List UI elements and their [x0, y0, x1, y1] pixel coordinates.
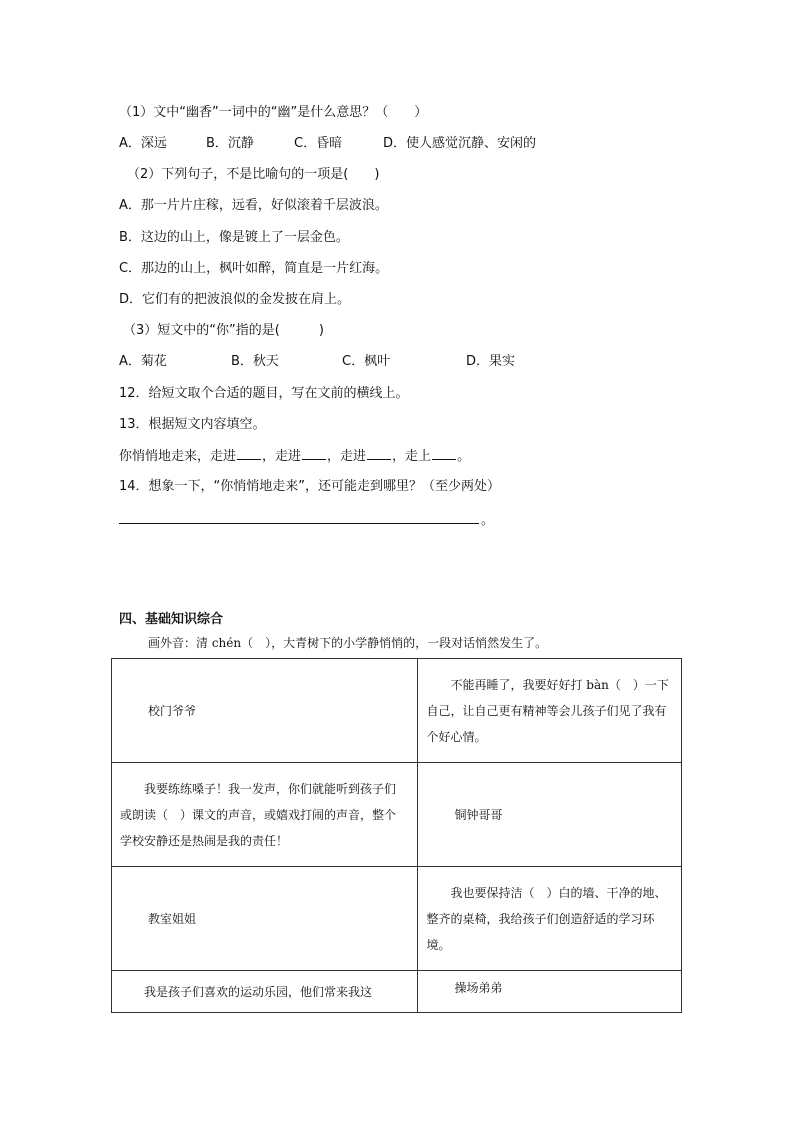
fill-blank[interactable] — [432, 447, 456, 460]
table-row — [112, 971, 682, 1013]
q11-sub1-option-c: C．昏暗 — [294, 136, 343, 151]
q11-sub2-stem: （2）下列句子，不是比喻句的一项是( ) — [127, 167, 380, 182]
speaker-name: 校门爷爷 — [148, 704, 197, 718]
q11-sub2-option-a: A．那一片片庄稼，远看，好似滚着千层波浪。 — [119, 198, 388, 213]
q11-sub1-option-a: A．深远 — [119, 136, 167, 151]
speech-text: 我也要保持洁（ ）白的墙、干净的地、整齐的桌椅，我给孩子们创造舒适的学习环境。 — [426, 885, 667, 952]
q13-stem: 13．根据短文内容填空。 — [119, 417, 266, 432]
speaker-name: 铜钟哥哥 — [454, 808, 503, 822]
q12-stem: 12．给短文取个合适的题目，写在文前的横线上。 — [119, 386, 409, 401]
speech-text: 不能再睡了，我要好好打 bàn（ ）一下自己，让自己更有精神等会儿孩子们见了我有个好心情。 — [426, 677, 669, 744]
speech-text: 我是孩子们喜欢的运动乐园，他们常来我这 — [144, 985, 373, 999]
fill-blank[interactable] — [302, 447, 326, 460]
fill-blank[interactable] — [367, 447, 391, 460]
speaker-name: 操场弟弟 — [454, 981, 503, 995]
q13-fill-part: 。 — [457, 449, 471, 464]
table-row — [112, 867, 682, 971]
q13-fill-sentence — [119, 447, 470, 466]
speaker-name: 教室姐姐 — [148, 912, 197, 926]
q11-sub2-option-c: C．那边的山上，枫叶如醉，简直是一片红海。 — [119, 261, 389, 276]
section-intro: 画外音：清 chén（ ），大青树下的小学静悄悄的，一段对话悄然发生了。 — [148, 636, 548, 650]
speech-text: 我要练练嗓子！我一发声，你们就能听到孩子们或朗读（ ）课文的声音，或嬉戏打闹的声音，整个学校安静还是热闹是我的责任！ — [120, 781, 397, 848]
table-row — [112, 763, 682, 867]
q14-answer-end: 。 — [481, 513, 495, 528]
q13-fill-part: ，走进 — [327, 449, 367, 464]
section-title: 四、基础知识综合 — [119, 612, 224, 627]
q13-fill-part: ，走进 — [262, 449, 302, 464]
q11-sub3-option-a: A．菊花 — [119, 354, 167, 369]
q13-fill-part: ，走上 — [392, 449, 432, 464]
q11-sub3-option-d: D．果实 — [466, 354, 516, 369]
q11-sub1-option-b: B．沉静 — [206, 136, 254, 151]
table-row — [112, 659, 682, 763]
q11-sub2-option-d: D．它们有的把波浪似的金发披在肩上。 — [119, 292, 351, 307]
q14-stem: 14．想象一下，“你悄悄地走来”，还可能走到哪里？（至少两处） — [119, 479, 501, 494]
q11-sub2-option-b: B．这边的山上，像是镀上了一层金色。 — [119, 230, 349, 245]
q11-sub1-option-d: D．使人感觉沉静、安闲的 — [383, 136, 537, 151]
q11-sub3-option-b: B．秋天 — [231, 354, 279, 369]
q14-answer-line[interactable] — [119, 523, 479, 524]
q11-sub3-stem: （3）短文中的“你”指的是( ) — [123, 323, 324, 338]
dialog-table — [111, 658, 682, 1013]
q13-fill-part: 你悄悄地走来，走进 — [119, 449, 237, 464]
q11-sub1-stem: （1）文中“幽香”一词中的“幽”是什么意思？（ ） — [119, 105, 428, 120]
q11-sub3-option-c: C．枫叶 — [342, 354, 391, 369]
fill-blank[interactable] — [237, 447, 261, 460]
